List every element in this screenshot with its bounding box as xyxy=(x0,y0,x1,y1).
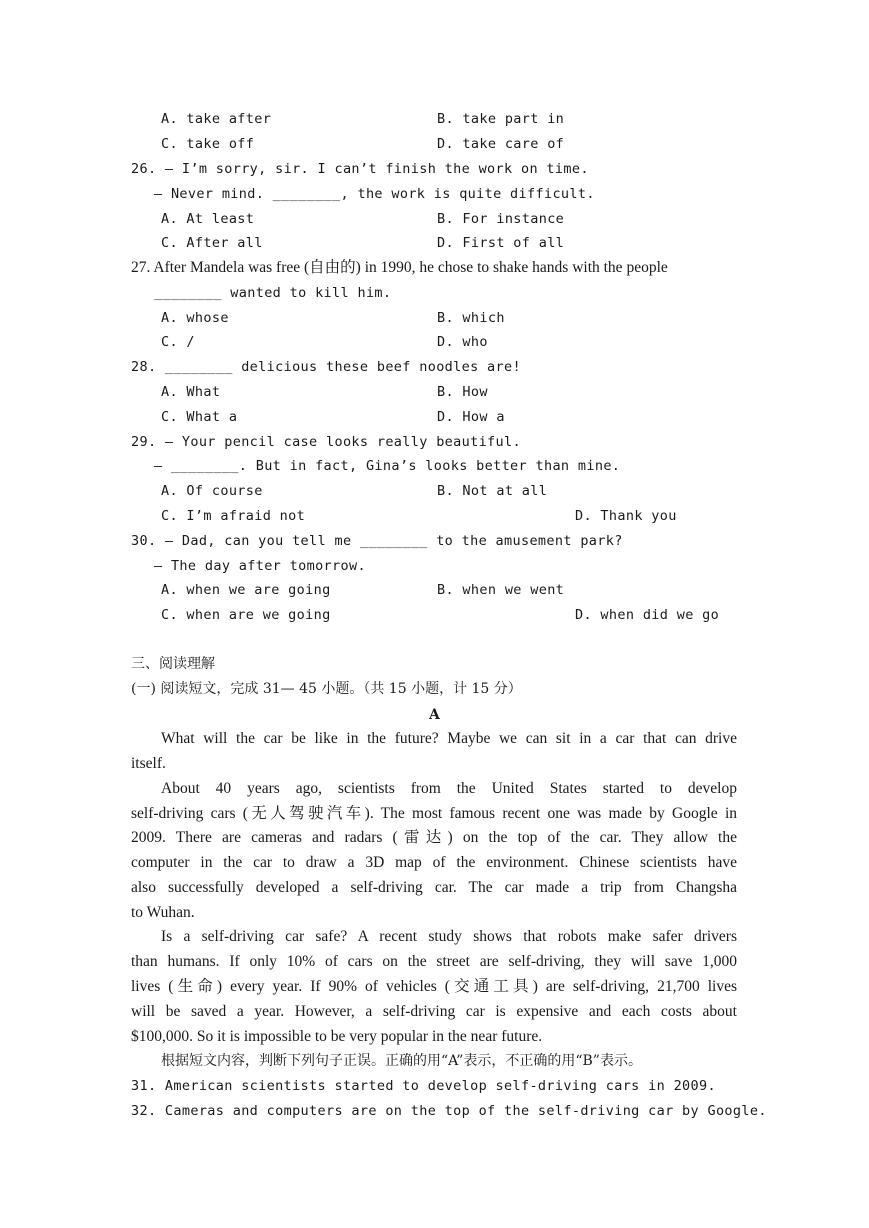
q32-statement: 32. Cameras and computers are on the top of the self-driving car by Google. xyxy=(131,1103,767,1119)
q31-statement: 31. American scientists started to develop self-driving cars in 2009. xyxy=(131,1078,716,1094)
q30-option-b: B. when we went xyxy=(437,582,565,598)
q26-option-a: A. At least xyxy=(161,211,255,227)
passage-line: than humans. If only 10% of cars on the street are self-driving, they will save 1,000 xyxy=(131,953,737,970)
passage-line: 2009. There are cameras and radars (雷达) on the top of the car. They allow the xyxy=(131,829,737,846)
q29-reply: — ________. But in fact, Gina’s looks better than mine. xyxy=(154,458,621,474)
passage-line: Is a self-driving car safe? A recent study shows that robots make safer drivers xyxy=(161,928,737,945)
passage-heading: A xyxy=(429,707,440,723)
q26-stem: 26. — I’m sorry, sir. I can’t finish the work on time. xyxy=(131,161,589,177)
q30-reply: — The day after tomorrow. xyxy=(154,558,366,574)
q29-option-d: D. Thank you xyxy=(575,508,677,524)
q27-stem: 27. After Mandela was free (自由的) in 1990, he chose to shake hands with the people xyxy=(131,259,668,276)
passage-line: computer in the car to draw a 3D map of the environment. Chinese scientists have xyxy=(131,854,737,871)
passage-line: itself. xyxy=(131,755,166,772)
q30-stem: 30. — Dad, can you tell me ________ to the amusement park? xyxy=(131,533,623,549)
q27-option-d: D. who xyxy=(437,334,488,350)
q28-option-d: D. How a xyxy=(437,409,505,425)
q30-option-a: A. when we are going xyxy=(161,582,331,598)
q29-option-b: B. Not at all xyxy=(437,483,548,499)
passage-line: About 40 years ago, scientists from the United States started to develop xyxy=(161,780,737,797)
q28-option-c: C. What a xyxy=(161,409,238,425)
passage-line: to Wuhan. xyxy=(131,904,195,921)
q29-option-a: A. Of course xyxy=(161,483,263,499)
judgement-instruction: 根据短文内容，判断下列句子正误。正确的用“A”表示，不正确的用“B”表示。 xyxy=(161,1053,642,1069)
section-title: 三、阅读理解 xyxy=(131,656,215,672)
q29-stem: 29. — Your pencil case looks really beautiful. xyxy=(131,434,521,450)
passage-line: self-driving cars (无人驾驶汽车). The most famous recent one was made by Google in xyxy=(131,805,737,822)
passage-line: also successfully developed a self-driving car. The car made a trip from Changsha xyxy=(131,879,737,896)
q28-option-a: A. What xyxy=(161,384,221,400)
passage-line: will be saved a year. However, a self-driving car is expensive and each costs about xyxy=(131,1003,737,1020)
q30-option-d: D. when did we go xyxy=(575,607,720,623)
q27-stem-continued: ________ wanted to kill him. xyxy=(154,285,392,301)
q25-option-a: A. take after xyxy=(161,111,272,127)
q29-option-c: C. I’m afraid not xyxy=(161,508,306,524)
q26-option-b: B. For instance xyxy=(437,211,565,227)
q26-option-c: C. After all xyxy=(161,235,263,251)
q27-option-a: A. whose xyxy=(161,310,229,326)
passage-line: $100,000. So it is impossible to be very popular in the near future. xyxy=(131,1028,543,1045)
q25-option-c: C. take off xyxy=(161,136,255,152)
section-instruction: (一) 阅读短文，完成 31— 45 小题。（共 15 小题，计 15 分） xyxy=(131,681,522,697)
q27-option-b: B. which xyxy=(437,310,505,326)
q30-option-c: C. when are we going xyxy=(161,607,331,623)
q28-option-b: B. How xyxy=(437,384,488,400)
q27-option-c: C. / xyxy=(161,334,195,350)
q26-option-d: D. First of all xyxy=(437,235,565,251)
passage-line: What will the car be like in the future? Maybe we can sit in a car that can drive xyxy=(161,730,737,747)
q26-reply: — Never mind. ________, the work is quite difficult. xyxy=(154,186,595,202)
q28-stem: 28. ________ delicious these beef noodles are! xyxy=(131,359,521,375)
passage-line: lives (生命) every year. If 90% of vehicles (交通工具) are self-driving, 21,700 lives xyxy=(131,978,737,995)
q25-option-d: D. take care of xyxy=(437,136,565,152)
q25-option-b: B. take part in xyxy=(437,111,565,127)
